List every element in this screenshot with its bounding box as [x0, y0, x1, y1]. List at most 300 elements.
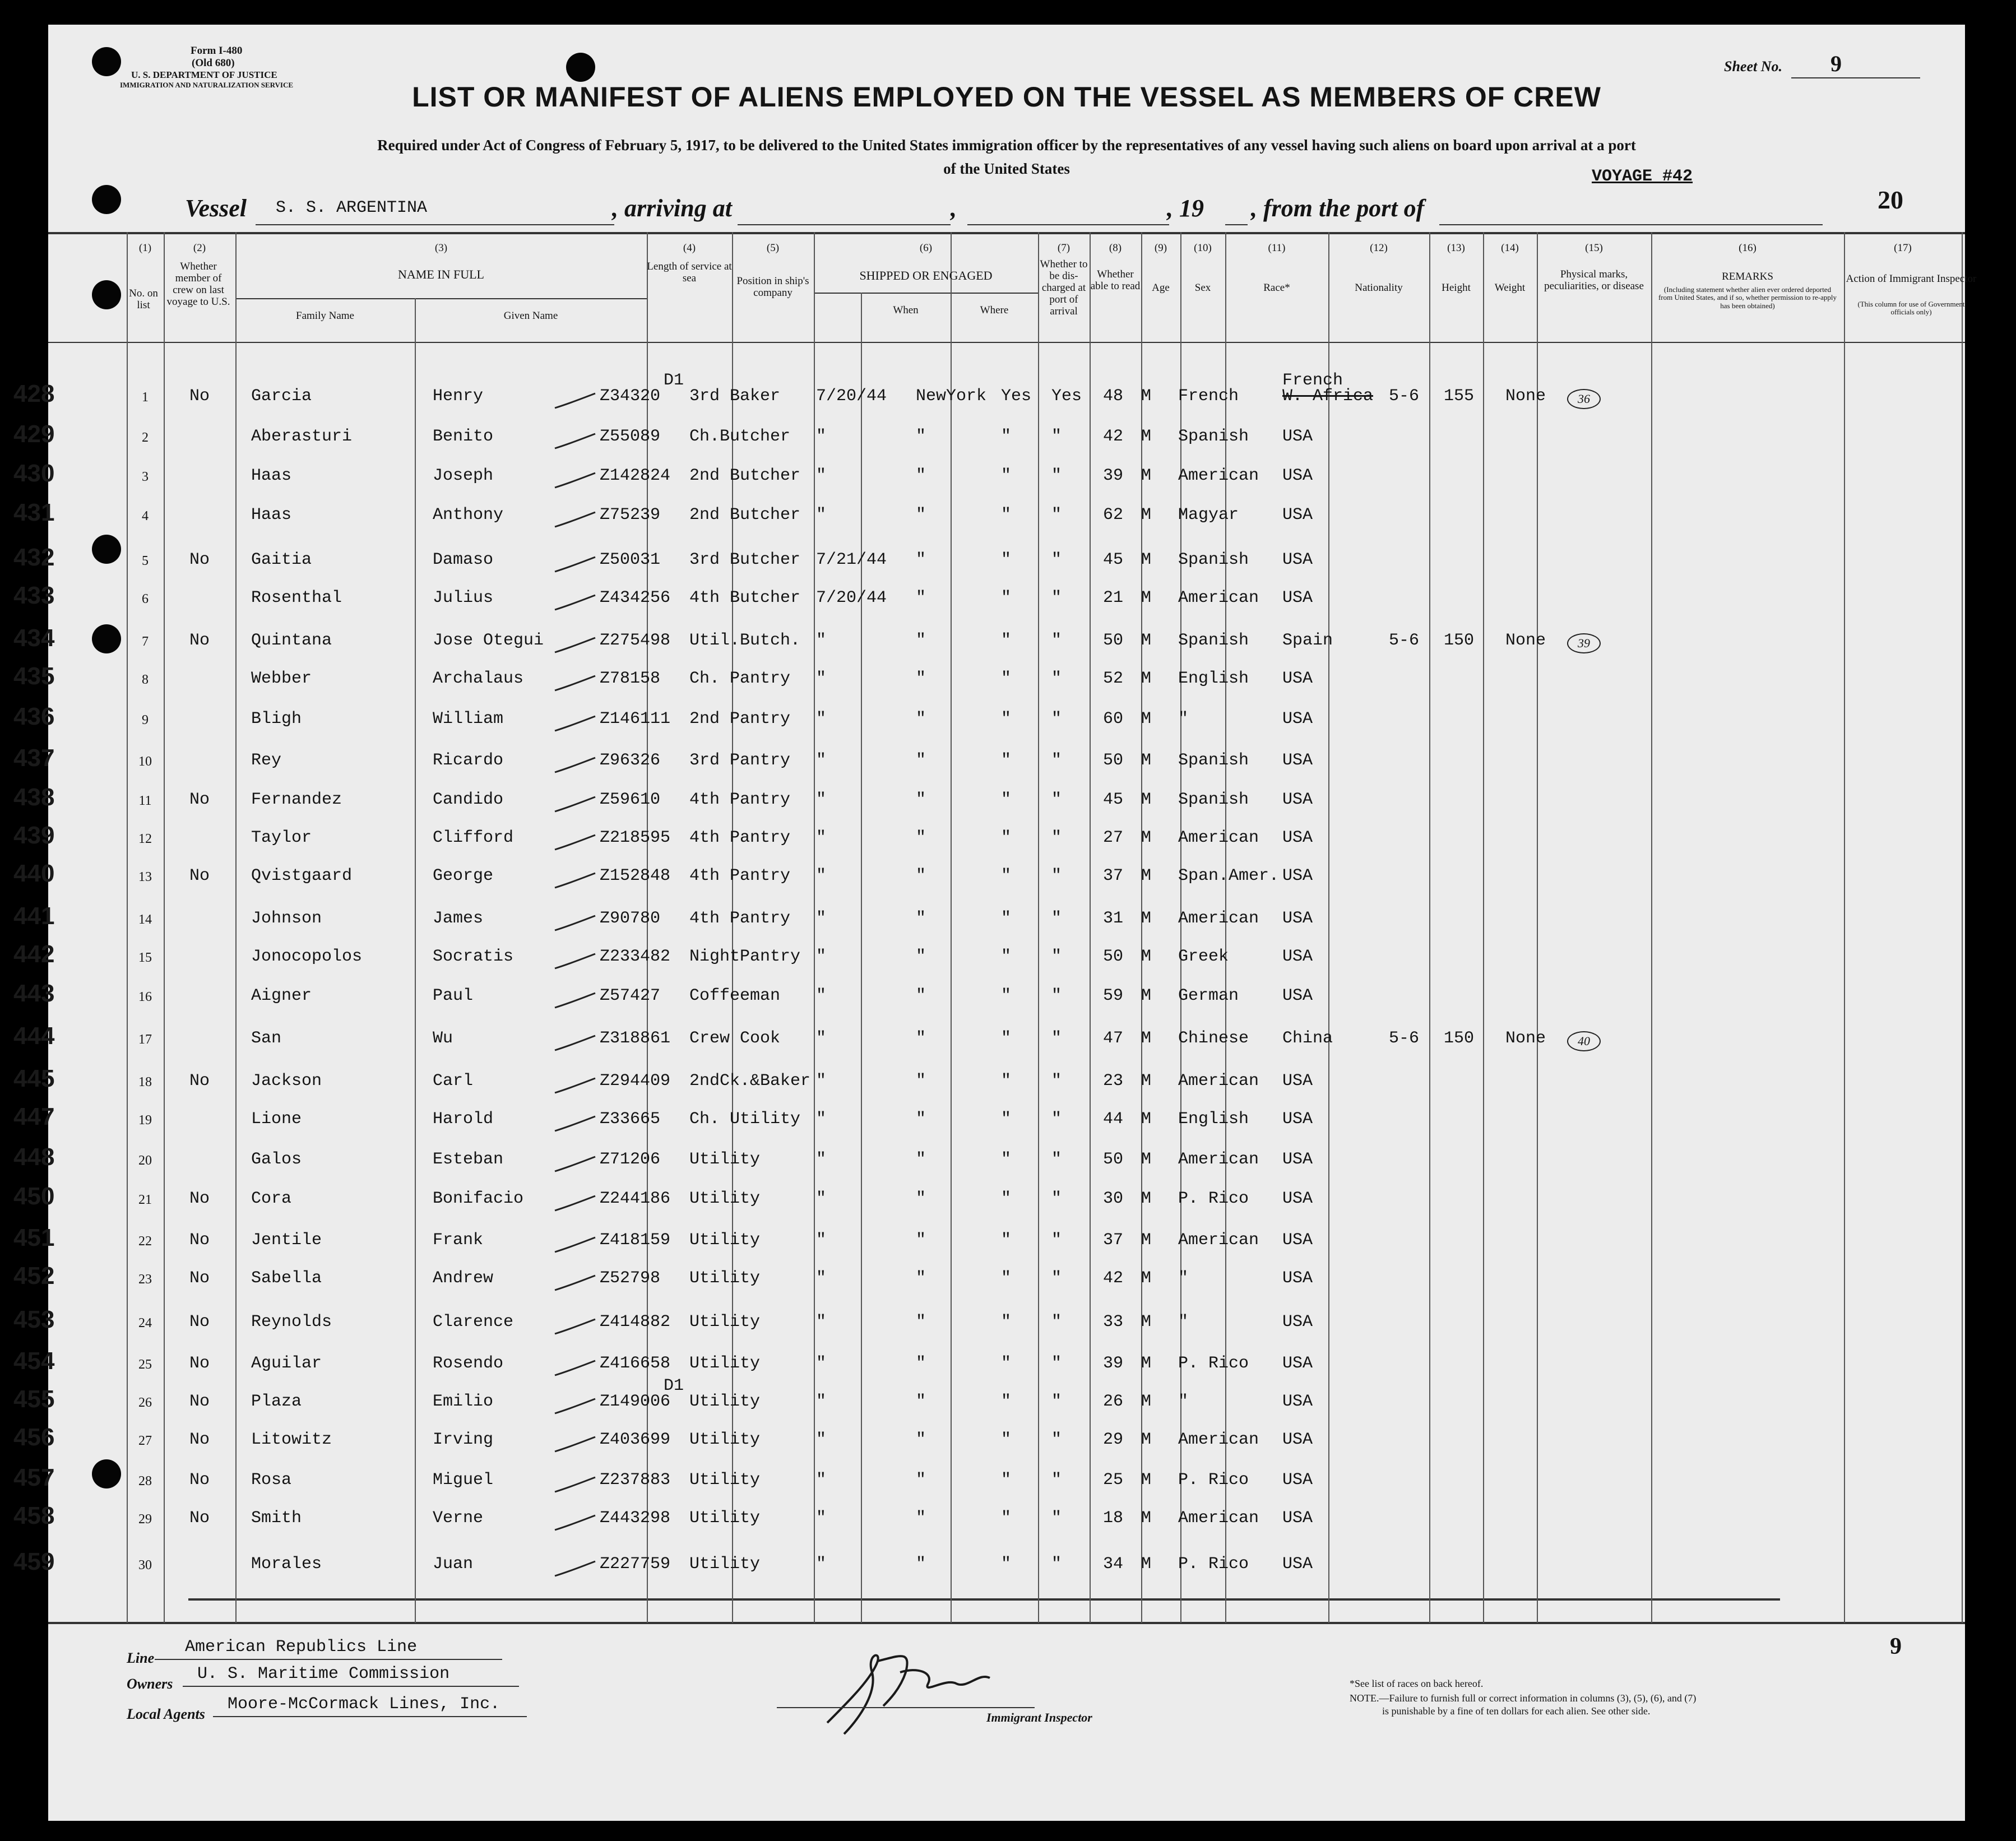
cell-race: American — [1178, 1509, 1259, 1528]
cell-when: " — [816, 669, 827, 688]
row-reference-number: 433 — [13, 582, 55, 609]
name-split-divider — [415, 298, 416, 1623]
cell-sex: M — [1141, 866, 1152, 885]
cell-length: Z318861 — [600, 1029, 671, 1048]
check-mark-icon — [553, 636, 597, 658]
check-mark-icon — [553, 1076, 597, 1098]
cell-race: P. Rico — [1178, 1354, 1249, 1373]
inspector-label: Immigrant Inspector — [986, 1710, 1092, 1724]
cell-length: Z416658 — [600, 1354, 671, 1373]
cell-where: " — [916, 1150, 926, 1169]
voyage-number: VOYAGE #42 — [1592, 167, 1693, 186]
date-comma: , — [951, 194, 957, 222]
cell-disch: " — [1001, 1392, 1012, 1411]
circled-mark-number: 39 — [1567, 633, 1601, 653]
list-end-rule — [188, 1598, 1780, 1601]
cell-age: 50 — [1103, 1150, 1124, 1169]
column-number: (1) — [138, 242, 152, 254]
cell-given: Harold — [433, 1110, 494, 1129]
cell-given: Rosendo — [433, 1354, 504, 1373]
row-reference-number: 438 — [13, 783, 55, 811]
cell-given: Socratis — [433, 947, 514, 966]
check-mark-icon — [553, 952, 597, 974]
check-mark-icon — [553, 913, 597, 936]
cell-crew: No — [189, 387, 210, 406]
cell-disch: " — [1001, 1354, 1012, 1373]
cell-sex: M — [1141, 387, 1152, 406]
cell-nat: USA — [1282, 1269, 1313, 1288]
check-mark-icon — [553, 1559, 597, 1582]
cell-length: Z275498 — [600, 631, 671, 650]
cell-given: Clifford — [433, 828, 514, 847]
row-reference-number: 441 — [13, 902, 55, 930]
col-position-header: Position in ship's company — [736, 275, 809, 299]
cell-sex: M — [1141, 1471, 1152, 1490]
cell-position: 4th Pantry — [689, 790, 791, 809]
check-mark-icon — [553, 1235, 597, 1258]
cell-age: 50 — [1103, 751, 1124, 770]
cell-age: 50 — [1103, 947, 1124, 966]
check-mark-icon — [553, 1114, 597, 1137]
cell-position: 4th Butcher — [689, 588, 801, 608]
cell-length: Z50031 — [600, 550, 661, 569]
col-age-header: Age — [1152, 282, 1170, 294]
cell-when: " — [816, 1029, 827, 1048]
check-mark-icon — [553, 555, 597, 577]
cell-no: 24 — [138, 1316, 152, 1330]
vessel-rule — [256, 224, 614, 225]
cell-length: Z90780 — [600, 909, 661, 928]
corner-number: 20 — [1878, 186, 1903, 214]
cell-nat: USA — [1282, 550, 1313, 569]
cell-nat: USA — [1282, 909, 1313, 928]
cell-sex: M — [1141, 506, 1152, 525]
cell-family: Johnson — [251, 909, 322, 928]
cell-position: Util.Butch. — [689, 631, 801, 650]
cell-race: Magyar — [1178, 506, 1239, 525]
cell-length: Z33665 — [600, 1110, 661, 1129]
column-divider — [235, 232, 237, 1623]
owners-rule — [183, 1686, 519, 1687]
cell-nat: USA — [1282, 1354, 1313, 1373]
cell-age: 25 — [1103, 1471, 1124, 1490]
cell-when: " — [816, 1392, 827, 1411]
cell-length: Z59610 — [600, 790, 661, 809]
cell-no: 29 — [138, 1512, 152, 1527]
cell-sex: M — [1141, 1509, 1152, 1528]
cell-age: 33 — [1103, 1313, 1124, 1332]
cell-given: Benito — [433, 427, 494, 446]
cell-age: 30 — [1103, 1189, 1124, 1208]
cell-age: 18 — [1103, 1509, 1124, 1528]
sheet-number: 9 — [1830, 51, 1842, 76]
cell-no: 7 — [142, 634, 149, 649]
cell-age: 42 — [1103, 1269, 1124, 1288]
cell-age: 39 — [1103, 1354, 1124, 1373]
cell-no: 30 — [138, 1558, 152, 1573]
col-sex-header: Sex — [1194, 282, 1211, 294]
check-mark-icon — [553, 471, 597, 493]
cell-disch: " — [1001, 1313, 1012, 1332]
cell-when: 7/20/44 — [816, 588, 887, 608]
cell-race: American — [1178, 1430, 1259, 1449]
column-divider — [1429, 232, 1430, 1623]
cell-given: Andrew — [433, 1269, 494, 1288]
cell-race: P. Rico — [1178, 1555, 1249, 1574]
cell-nat: USA — [1282, 1189, 1313, 1208]
col-no-on-list-header: No. on list — [129, 287, 158, 311]
cell-given: James — [433, 909, 484, 928]
cell-where: " — [916, 1029, 926, 1048]
cell-given: George — [433, 866, 494, 885]
name-subheader-rule — [235, 298, 647, 299]
cell-crew: No — [189, 1231, 210, 1250]
column-divider — [1090, 232, 1091, 1623]
cell-race: English — [1178, 1110, 1249, 1129]
cell-sex: M — [1141, 1189, 1152, 1208]
cell-where: " — [916, 1110, 926, 1129]
column-number: (8) — [1109, 242, 1122, 254]
cell-position: Utility — [689, 1555, 761, 1574]
cell-given: Frank — [433, 1231, 484, 1250]
cell-position: Ch. Utility — [689, 1110, 801, 1129]
cell-where: " — [916, 751, 926, 770]
col-height-header: Height — [1442, 282, 1471, 294]
column-number: (15) — [1585, 242, 1603, 254]
cell-family: Gaitia — [251, 550, 312, 569]
cell-when: " — [816, 1471, 827, 1490]
cell-given: Ricardo — [433, 751, 504, 770]
cell-marks: None — [1505, 631, 1546, 650]
cell-sex: M — [1141, 828, 1152, 847]
cell-length: Z294409 — [600, 1072, 671, 1091]
cell-sex: M — [1141, 751, 1152, 770]
col-remarks-header: REMARKS — [1722, 271, 1773, 282]
cell-no: 14 — [138, 912, 152, 927]
cell-position: 4th Pantry — [689, 828, 791, 847]
cell-no: 25 — [138, 1357, 152, 1372]
cell-age: 48 — [1103, 387, 1124, 406]
cell-where: " — [916, 909, 926, 928]
check-mark-icon — [553, 1513, 597, 1536]
cell-disch: " — [1001, 709, 1012, 729]
row-reference-number: 436 — [13, 703, 55, 730]
cell-when: 7/20/44 — [816, 387, 887, 406]
cell-read: " — [1051, 427, 1062, 446]
cell-where: " — [916, 427, 926, 446]
note-line-1: NOTE.—Failure to furnish full or correct information in columns (3), (5), (6), and (7) — [1350, 1692, 1697, 1704]
cell-family: Qvistgaard — [251, 866, 353, 885]
arriving-label: , arriving at — [612, 194, 732, 222]
cell-disch: " — [1001, 1029, 1012, 1048]
cell-read: " — [1051, 550, 1062, 569]
cell-where: " — [916, 1269, 926, 1288]
cell-when: " — [816, 751, 827, 770]
cell-age: 31 — [1103, 909, 1124, 928]
cell-nat: China — [1282, 1029, 1333, 1048]
cell-length: Z75239 — [600, 506, 661, 525]
cell-race: American — [1178, 1231, 1259, 1250]
row-reference-number: 447 — [13, 1103, 55, 1130]
cell-nat: USA — [1282, 1110, 1313, 1129]
cell-disch: " — [1001, 1231, 1012, 1250]
check-mark-icon — [553, 833, 597, 855]
cell-read: " — [1051, 709, 1062, 729]
cell-when: " — [816, 1313, 827, 1332]
col-given-header: Given Name — [503, 310, 558, 322]
cell-race: Span.Amer. — [1178, 866, 1280, 885]
cell-sex: M — [1141, 1392, 1152, 1411]
cell-length: Z414882 — [600, 1313, 671, 1332]
cell-sex: M — [1141, 588, 1152, 608]
cell-height: 5-6 — [1389, 1029, 1420, 1048]
cell-given: Irving — [433, 1430, 494, 1449]
cell-age: 50 — [1103, 631, 1124, 650]
cell-age: 27 — [1103, 828, 1124, 847]
cell-length: Z142824 — [600, 466, 671, 485]
cell-position: Ch.Butcher — [689, 427, 791, 446]
cell-no: 28 — [138, 1474, 152, 1488]
cell-marks: None — [1505, 387, 1546, 406]
column-number: (5) — [766, 242, 780, 254]
cell-nat: USA — [1282, 506, 1313, 525]
check-mark-icon — [553, 1475, 597, 1497]
cell-family: Plaza — [251, 1392, 302, 1411]
cell-where: " — [916, 1392, 926, 1411]
date-rule — [967, 224, 1169, 225]
cell-length: Z146111 — [600, 709, 671, 729]
cell-length: Z55089 — [600, 427, 661, 446]
row-reference-number: 430 — [13, 460, 55, 487]
check-mark-icon — [553, 1154, 597, 1177]
cell-disch: " — [1001, 1430, 1012, 1449]
cell-race: American — [1178, 1072, 1259, 1091]
col-remarks-note: (Including statement whether alien ever ordered deported from United States, and if so, whether permission to re-apply has been obtained) — [1658, 285, 1837, 310]
cell-sex: M — [1141, 1269, 1152, 1288]
cell-nat: USA — [1282, 588, 1313, 608]
check-mark-icon — [553, 1273, 597, 1296]
col-when-header: When — [893, 304, 919, 316]
cell-read: " — [1051, 1189, 1062, 1208]
cell-where: NewYork — [916, 387, 987, 406]
cell-family: Jentile — [251, 1231, 322, 1250]
cell-family: Aguilar — [251, 1354, 322, 1373]
cell-length-note: D1 — [664, 1376, 684, 1395]
cell-position: Utility — [689, 1150, 761, 1169]
cell-age: 26 — [1103, 1392, 1124, 1411]
cell-race: American — [1178, 828, 1259, 847]
cell-where: " — [916, 506, 926, 525]
cell-no: 19 — [138, 1113, 152, 1128]
cell-read: " — [1051, 1269, 1062, 1288]
cell-read: " — [1051, 1313, 1062, 1332]
cell-no: 23 — [138, 1272, 152, 1287]
cell-marks: None — [1505, 1029, 1546, 1048]
cell-read: " — [1051, 751, 1062, 770]
cell-sex: M — [1141, 1354, 1152, 1373]
cell-given: Miguel — [433, 1471, 494, 1490]
cell-no: 15 — [138, 950, 152, 965]
cell-read: " — [1051, 866, 1062, 885]
cell-length: Z57427 — [600, 986, 661, 1005]
cell-disch: " — [1001, 947, 1012, 966]
cell-weight: 155 — [1444, 387, 1475, 406]
cell-race: " — [1178, 1269, 1189, 1288]
cell-when: " — [816, 947, 827, 966]
cell-when: " — [816, 1555, 827, 1574]
cell-nat: USA — [1282, 828, 1313, 847]
cell-nat: USA — [1282, 866, 1313, 885]
subtitle-line-2: of the United States — [943, 160, 1070, 177]
cell-race: Spanish — [1178, 751, 1249, 770]
cell-family: Reynolds — [251, 1313, 332, 1332]
year-rule — [1225, 224, 1248, 225]
cell-sex: M — [1141, 1072, 1152, 1091]
cell-length: Z418159 — [600, 1231, 671, 1250]
cell-read: " — [1051, 466, 1062, 485]
cell-when: " — [816, 1110, 827, 1129]
cell-age: 23 — [1103, 1072, 1124, 1091]
cell-when: " — [816, 866, 827, 885]
column-number: (4) — [683, 242, 696, 254]
col-weight-header: Weight — [1494, 282, 1526, 294]
column-divider — [1483, 232, 1484, 1623]
cell-position: 3rd Butcher — [689, 550, 801, 569]
cell-sex: M — [1141, 427, 1152, 446]
row-reference-number: 439 — [13, 822, 55, 849]
cell-length: Z78158 — [600, 669, 661, 688]
cell-nat: USA — [1282, 947, 1313, 966]
col-action-header: Action of Immigrant Inspector — [1846, 273, 1977, 285]
cell-length: Z227759 — [600, 1555, 671, 1574]
cell-read: " — [1051, 588, 1062, 608]
cell-family: Smith — [251, 1509, 302, 1528]
cell-family: Aberasturi — [251, 427, 353, 446]
cell-race: Spanish — [1178, 550, 1249, 569]
cell-sex: M — [1141, 790, 1152, 809]
cell-read: " — [1051, 1110, 1062, 1129]
row-reference-number: 435 — [13, 662, 55, 690]
cell-disch: " — [1001, 1269, 1012, 1288]
cell-crew: No — [189, 1189, 210, 1208]
cell-sex: M — [1141, 631, 1152, 650]
column-divider — [1962, 232, 1963, 1623]
cell-disch: " — [1001, 986, 1012, 1005]
cell-position: Utility — [689, 1313, 761, 1332]
cell-length: Z96326 — [600, 751, 661, 770]
cell-sex: M — [1141, 550, 1152, 569]
cell-given: Julius — [433, 588, 494, 608]
cell-when: " — [816, 1354, 827, 1373]
cell-position: Utility — [689, 1189, 761, 1208]
cell-no: 4 — [142, 509, 149, 523]
cell-disch: " — [1001, 828, 1012, 847]
vessel-name: S. S. ARGENTINA — [276, 198, 428, 217]
cell-position: Crew Cook — [689, 1029, 781, 1048]
cell-where: " — [916, 1231, 926, 1250]
cell-sex: M — [1141, 909, 1152, 928]
cell-race: " — [1178, 1313, 1189, 1332]
cell-when: " — [816, 1509, 827, 1528]
column-number: (16) — [1739, 242, 1757, 254]
cell-given: Wu — [433, 1029, 453, 1048]
row-reference-number: 457 — [13, 1464, 55, 1491]
cell-race: American — [1178, 466, 1259, 485]
cell-sex: M — [1141, 1110, 1152, 1129]
cell-position: NightPantry — [689, 947, 801, 966]
cell-no: 8 — [142, 673, 149, 687]
cell-sex: M — [1141, 1430, 1152, 1449]
cell-age: 21 — [1103, 588, 1124, 608]
column-number: (12) — [1370, 242, 1388, 254]
line-value: American Republics Line — [185, 1638, 418, 1657]
cell-where: " — [916, 669, 926, 688]
row-reference-number: 442 — [13, 940, 55, 968]
table-bottom-rule — [48, 1622, 1965, 1624]
footer-page-number: 9 — [1890, 1634, 1902, 1659]
cell-age: 39 — [1103, 466, 1124, 485]
row-reference-number: 431 — [13, 499, 55, 526]
header-bottom-rule — [48, 342, 1965, 343]
line-label: Line — [127, 1650, 155, 1666]
cell-nat: USA — [1282, 1072, 1313, 1091]
from-port-rule — [1439, 224, 1823, 225]
check-mark-icon — [553, 991, 597, 1013]
check-mark-icon — [553, 1194, 597, 1216]
cell-disch: " — [1001, 1110, 1012, 1129]
cell-race: " — [1178, 709, 1189, 729]
check-mark-icon — [553, 1435, 597, 1457]
cell-given: Archalaus — [433, 669, 524, 688]
cell-length: Z233482 — [600, 947, 671, 966]
cell-disch: " — [1001, 866, 1012, 885]
column-number: (13) — [1447, 242, 1465, 254]
cell-where: " — [916, 828, 926, 847]
row-reference-number: 432 — [13, 544, 55, 571]
column-number: (11) — [1268, 242, 1286, 254]
cell-race: English — [1178, 669, 1249, 688]
cell-disch: " — [1001, 751, 1012, 770]
cell-disch: " — [1001, 1471, 1012, 1490]
cell-when: " — [816, 1231, 827, 1250]
cell-nat: USA — [1282, 669, 1313, 688]
cell-family: Bligh — [251, 709, 302, 729]
cell-length: Z34320 — [600, 387, 661, 406]
cell-when: " — [816, 1150, 827, 1169]
row-reference-number: 454 — [13, 1347, 55, 1375]
cell-crew: No — [189, 1509, 210, 1528]
year-label: , 19 — [1167, 194, 1204, 222]
cell-disch: " — [1001, 1150, 1012, 1169]
row-reference-number: 451 — [13, 1224, 55, 1251]
cell-no: 21 — [138, 1193, 152, 1207]
cell-position: Utility — [689, 1231, 761, 1250]
cell-disch: " — [1001, 1509, 1012, 1528]
cell-position: 2nd Butcher — [689, 506, 801, 525]
cell-position: 2ndCk.&Baker — [689, 1072, 811, 1091]
col-crew-header: Whether member of crew on last voyage to U.S. — [166, 261, 230, 308]
column-number: (14) — [1501, 242, 1519, 254]
cell-age: 62 — [1103, 506, 1124, 525]
cell-length: Z434256 — [600, 588, 671, 608]
check-mark-icon — [553, 795, 597, 817]
cell-position: Coffeeman — [689, 986, 781, 1005]
check-mark-icon — [553, 1317, 597, 1339]
cell-age: 37 — [1103, 1231, 1124, 1250]
cell-nat: USA — [1282, 427, 1313, 446]
cell-crew: No — [189, 1354, 210, 1373]
cell-disch: " — [1001, 790, 1012, 809]
